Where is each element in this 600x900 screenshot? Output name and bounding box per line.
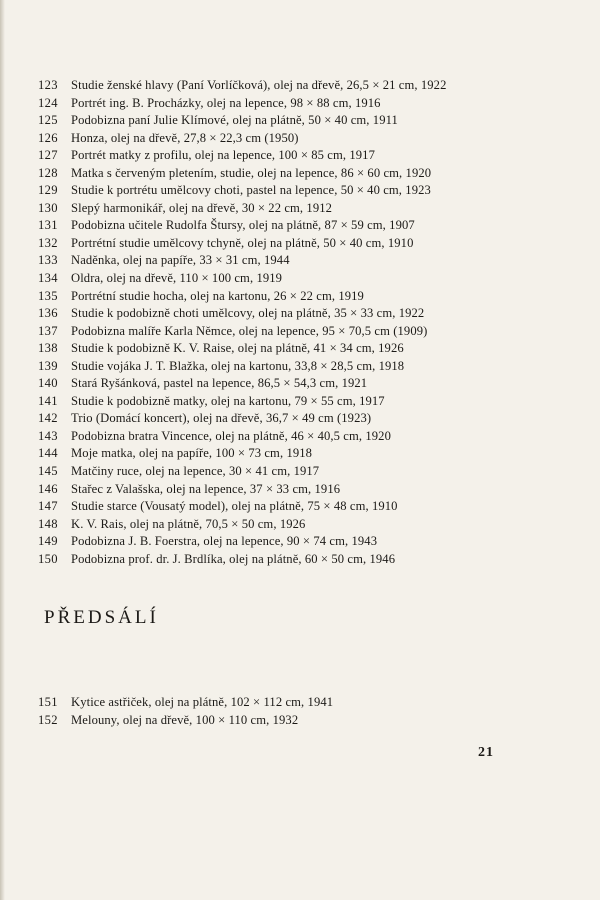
entry-number: 151 bbox=[38, 695, 58, 709]
entry-number: 134 bbox=[38, 271, 58, 286]
entry-number: 138 bbox=[38, 341, 58, 356]
entry-text: Studie k podobizně matky, olej na kartonu, 79 × 55 cm, 1917 bbox=[71, 393, 385, 408]
entry-text: Trio (Domácí koncert), olej na dřevě, 36,7 × 49 cm (1923) bbox=[71, 411, 372, 426]
catalog-entry bbox=[38, 463, 558, 481]
entry-number: 131 bbox=[38, 218, 58, 233]
page-number: 21 bbox=[478, 745, 494, 760]
entry-number: 137 bbox=[38, 323, 58, 338]
entry-number: 140 bbox=[38, 376, 58, 391]
catalog-entry bbox=[38, 712, 558, 730]
catalog-entry bbox=[38, 481, 558, 499]
section-title: PŘEDSÁLÍ bbox=[44, 607, 159, 628]
catalog-entry bbox=[38, 516, 558, 534]
entry-text: Portrét ing. B. Procházky, olej na lepence, 98 × 88 cm, 1916 bbox=[71, 95, 381, 110]
entry-number: 124 bbox=[38, 95, 58, 110]
catalog-entry bbox=[38, 694, 558, 712]
catalog-entry bbox=[38, 393, 558, 411]
catalog-entry bbox=[38, 375, 558, 393]
entry-text: Studie ženské hlavy (Paní Vorlíčková), olej na dřevě, 26,5 × 21 cm, 1922 bbox=[71, 78, 447, 92]
entry-text: Slepý harmonikář, olej na dřevě, 30 × 22 cm, 1912 bbox=[71, 200, 333, 215]
catalog-entry bbox=[38, 182, 558, 200]
catalog-entry bbox=[38, 147, 558, 165]
catalog-entry bbox=[38, 445, 558, 463]
entry-number: 123 bbox=[38, 78, 58, 92]
catalog-entry bbox=[38, 551, 558, 569]
catalog-entry bbox=[38, 235, 558, 253]
entry-text: Studie k portrétu umělcovy choti, pastel na lepence, 50 × 40 cm, 1923 bbox=[71, 183, 431, 198]
catalog-entry bbox=[38, 77, 558, 95]
catalog-entry bbox=[38, 165, 558, 183]
entry-number: 146 bbox=[38, 481, 58, 496]
entry-number: 126 bbox=[38, 130, 58, 145]
page-edge-shadow bbox=[0, 0, 5, 900]
entry-text: Stařec z Valašska, olej na lepence, 37 × 33 cm, 1916 bbox=[71, 481, 341, 496]
catalog-entry bbox=[38, 130, 558, 148]
entry-number: 129 bbox=[38, 183, 58, 198]
entry-text: Matčiny ruce, olej na lepence, 30 × 41 cm, 1917 bbox=[71, 464, 320, 479]
entry-text: Studie vojáka J. T. Blažka, olej na kartonu, 33,8 × 28,5 cm, 1918 bbox=[71, 358, 405, 373]
catalog-entry bbox=[38, 340, 558, 358]
entry-text: Melouny, olej na dřevě, 100 × 110 cm, 1932 bbox=[71, 712, 299, 727]
entry-text: Portrétní studie umělcovy tchyně, olej na plátně, 50 × 40 cm, 1910 bbox=[71, 235, 414, 250]
entry-text: Portrét matky z profilu, olej na lepence, 100 × 85 cm, 1917 bbox=[71, 148, 375, 163]
entry-number: 130 bbox=[38, 200, 58, 215]
entry-number: 143 bbox=[38, 428, 58, 443]
entry-text: Portrétní studie hocha, olej na kartonu, 26 × 22 cm, 1919 bbox=[71, 288, 364, 303]
catalog-entry bbox=[38, 270, 558, 288]
entry-number: 128 bbox=[38, 165, 58, 180]
catalog-entry bbox=[38, 410, 558, 428]
catalog-entry bbox=[38, 95, 558, 113]
entry-text: Studie starce (Vousatý model), olej na plátně, 75 × 48 cm, 1910 bbox=[71, 499, 398, 514]
entry-number: 144 bbox=[38, 446, 58, 461]
entry-text: Podobizna J. B. Foerstra, olej na lepence, 90 × 74 cm, 1943 bbox=[71, 534, 378, 549]
entry-text: Kytice astřiček, olej na plátně, 102 × 112 cm, 1941 bbox=[71, 695, 334, 709]
entry-number: 148 bbox=[38, 516, 58, 531]
entry-text: Podobizna učitele Rudolfa Štursy, olej na plátně, 87 × 59 cm, 1907 bbox=[71, 218, 415, 233]
catalog-entry bbox=[38, 533, 558, 551]
entry-text: Honza, olej na dřevě, 27,8 × 22,3 cm (1950) bbox=[71, 130, 299, 145]
catalog-entry bbox=[38, 498, 558, 516]
entry-number: 142 bbox=[38, 411, 58, 426]
entry-number: 135 bbox=[38, 288, 58, 303]
entry-number: 149 bbox=[38, 534, 58, 549]
catalog-entry bbox=[38, 323, 558, 341]
entry-number: 150 bbox=[38, 551, 58, 566]
entry-text: Podobizna bratra Vincence, olej na plátně, 46 × 40,5 cm, 1920 bbox=[71, 428, 391, 443]
entry-number: 136 bbox=[38, 306, 58, 321]
catalog-entry bbox=[38, 252, 558, 270]
entry-text: Studie k podobizně K. V. Raise, olej na plátně, 41 × 34 cm, 1926 bbox=[71, 341, 404, 356]
entry-text: Podobizna paní Julie Klímové, olej na plátně, 50 × 40 cm, 1911 bbox=[71, 113, 398, 128]
entry-text: Moje matka, olej na papíře, 100 × 73 cm, 1918 bbox=[71, 446, 313, 461]
entry-number: 125 bbox=[38, 113, 58, 128]
catalog-list bbox=[38, 77, 558, 568]
catalog-entry bbox=[38, 200, 558, 218]
catalog-entry bbox=[38, 358, 558, 376]
section-catalog-list bbox=[38, 694, 558, 729]
entry-text: Stará Ryšánková, pastel na lepence, 86,5 × 54,3 cm, 1921 bbox=[71, 376, 368, 391]
catalog-entry bbox=[38, 217, 558, 235]
entry-number: 127 bbox=[38, 148, 58, 163]
entry-text: Matka s červeným pletením, studie, olej na lepence, 86 × 60 cm, 1920 bbox=[71, 165, 432, 180]
entry-number: 145 bbox=[38, 464, 58, 479]
catalog-entry bbox=[38, 112, 558, 130]
entry-number: 152 bbox=[38, 712, 58, 727]
entry-number: 133 bbox=[38, 253, 58, 268]
entry-number: 147 bbox=[38, 499, 58, 514]
catalog-entry bbox=[38, 305, 558, 323]
catalog-entry bbox=[38, 428, 558, 446]
entry-number: 141 bbox=[38, 393, 58, 408]
entry-text: Naděnka, olej na papíře, 33 × 31 cm, 1944 bbox=[71, 253, 290, 268]
entry-text: Studie k podobizně choti umělcovy, olej na plátně, 35 × 33 cm, 1922 bbox=[71, 306, 425, 321]
entry-text: Oldra, olej na dřevě, 110 × 100 cm, 1919 bbox=[71, 271, 283, 286]
entry-number: 139 bbox=[38, 358, 58, 373]
entry-text: Podobizna prof. dr. J. Brdlíka, olej na plátně, 60 × 50 cm, 1946 bbox=[71, 551, 396, 566]
entry-text: Podobizna malíře Karla Němce, olej na lepence, 95 × 70,5 cm (1909) bbox=[71, 323, 428, 338]
entry-text: K. V. Rais, olej na plátně, 70,5 × 50 cm, 1926 bbox=[71, 516, 306, 531]
catalog-entry bbox=[38, 288, 558, 306]
entry-number: 132 bbox=[38, 235, 58, 250]
